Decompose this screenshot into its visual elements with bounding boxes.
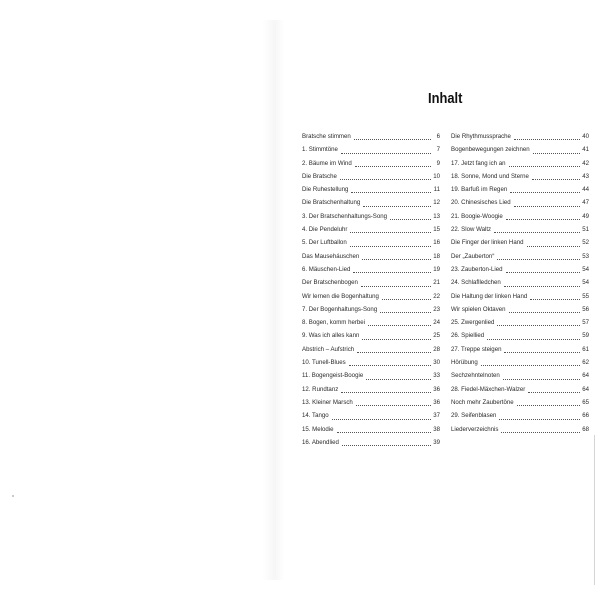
toc-leader-dots — [332, 419, 431, 420]
toc-entry — [451, 329, 589, 342]
toc-entry-page-number: 12 — [433, 199, 440, 207]
toc-leader-dots — [533, 153, 580, 154]
toc-entry-page-number: 16 — [433, 239, 440, 247]
toc-entry — [451, 303, 589, 316]
toc-entry-page-number: 37 — [433, 412, 440, 420]
toc-entry — [302, 236, 440, 249]
toc-entry-label: Der Bratschenbogen — [302, 279, 358, 287]
toc-leader-dots — [380, 312, 431, 313]
toc-entry-label: 28. Fiedel-Mäxchen-Walzer — [451, 385, 526, 393]
toc-entry — [451, 170, 589, 183]
toc-entry-page-number: 15 — [433, 226, 440, 234]
toc-entry-page-number: 55 — [582, 292, 589, 300]
toc-entry-page-number: 36 — [433, 385, 440, 393]
toc-entry-label: Das Mauseháuschen — [302, 252, 360, 260]
toc-entry-page-number: 18 — [433, 252, 440, 260]
toc-leader-dots — [356, 405, 431, 406]
toc-entry — [451, 276, 589, 289]
toc-entry — [451, 196, 589, 209]
toc-leader-dots — [481, 365, 580, 366]
toc-leader-dots — [357, 352, 431, 353]
toc-entry-label: 1. Stimmtöne — [302, 146, 338, 154]
toc-entry — [302, 170, 440, 183]
toc-leader-dots — [509, 312, 580, 313]
toc-entry — [451, 143, 589, 156]
toc-entry-page-number: 61 — [582, 345, 589, 353]
toc-entry-page-number: 40 — [582, 133, 589, 140]
toc-entry-page-number: 28 — [433, 345, 440, 353]
toc-entry — [302, 250, 440, 263]
toc-entry-label: Die Rhythmussprache — [451, 133, 511, 140]
scan-speck — [12, 495, 14, 497]
toc-leader-dots — [350, 232, 431, 233]
toc-leader-dots — [506, 272, 581, 273]
toc-entry-label: 8. Bogen, komm herbei — [302, 319, 366, 327]
toc-entry-page-number: 68 — [582, 425, 589, 433]
toc-entry-label: 7. Der Bogenhaltungs-Song — [302, 305, 378, 313]
toc-entry — [302, 383, 440, 396]
toc-entry — [302, 183, 440, 196]
toc-entry — [302, 276, 440, 289]
toc-entry — [302, 223, 440, 236]
toc-entry — [302, 436, 440, 449]
toc-leader-dots — [530, 299, 580, 300]
toc-entry — [302, 356, 440, 369]
toc-entry-page-number: 11 — [433, 186, 440, 194]
toc-entry-label: Liederverzeichnis — [451, 425, 499, 433]
toc-entry-page-number: 51 — [582, 226, 589, 234]
toc-entry-page-number: 21 — [433, 279, 440, 287]
toc-entry-label: 13. Kleiner Marsch — [302, 398, 353, 406]
toc-entry-label: 26. Spiellied — [451, 332, 485, 340]
toc-entry-page-number: 30 — [433, 359, 440, 367]
toc-entry — [451, 290, 589, 303]
toc-entry-page-number: 62 — [582, 359, 589, 367]
toc-entry-label: 17. Jetzt fang ich an — [451, 159, 506, 167]
toc-entry-page-number: 42 — [582, 159, 589, 167]
toc-entry-label: 12. Rundtanz — [302, 385, 339, 393]
toc-entry-page-number: 10 — [433, 172, 440, 180]
toc-leader-dots — [494, 232, 580, 233]
toc-leader-dots — [382, 299, 431, 300]
toc-leader-dots — [503, 379, 580, 380]
toc-leader-dots — [354, 139, 431, 140]
toc-entry-label: 18. Sonne, Mond und Sterne — [451, 172, 529, 180]
toc-entry — [302, 143, 440, 156]
toc-leader-dots — [510, 192, 580, 193]
toc-leader-dots — [499, 419, 580, 420]
toc-entry-label: Die Finger der linken Hand — [451, 239, 524, 247]
toc-entry-page-number: 6 — [436, 133, 440, 140]
toc-entry — [302, 423, 440, 436]
toc-entry-page-number: 39 — [433, 438, 440, 446]
toc-entry-label: Der „Zauberton“ — [451, 252, 495, 260]
toc-leader-dots — [366, 379, 431, 380]
toc-entry-page-number: 49 — [582, 212, 589, 220]
toc-leader-dots — [342, 445, 431, 446]
toc-leader-dots — [487, 339, 580, 340]
toc-leader-dots — [504, 286, 580, 287]
toc-leader-dots — [514, 206, 580, 207]
toc-leader-dots — [368, 325, 431, 326]
toc-entry — [451, 236, 589, 249]
toc-leader-dots — [341, 392, 431, 393]
toc-entry — [302, 369, 440, 382]
toc-leader-dots — [363, 206, 431, 207]
toc-leader-dots — [337, 432, 431, 433]
toc-entry — [302, 343, 440, 356]
toc-entry-page-number: 43 — [582, 172, 589, 180]
toc-entry — [302, 130, 440, 143]
toc-entry-label: 27. Treppe steigen — [451, 345, 502, 353]
toc-entry-label: 15. Melodie — [302, 425, 334, 433]
toc-entry-page-number: 54 — [582, 279, 589, 287]
toc-entry-page-number: 25 — [433, 332, 440, 340]
toc-entry-page-number: 9 — [436, 159, 440, 167]
toc-entry — [451, 263, 589, 276]
toc-entry-label: 24. Schlaflledchen — [451, 279, 501, 287]
toc-entry-label: Bratsche stimmen — [302, 133, 351, 140]
toc-leader-dots — [362, 259, 431, 260]
toc-leader-dots — [532, 179, 580, 180]
toc-entry-page-number: 44 — [582, 186, 589, 194]
toc-entry — [302, 329, 440, 342]
toc-entry-label: 6. Mäuschen-Lied — [302, 265, 351, 273]
toc-leader-dots — [514, 139, 580, 140]
toc-entry-label: 9. Was ich alles kann — [302, 332, 360, 340]
toc-entry-label: 23. Zauberton-Lied — [451, 265, 503, 273]
toc-entry-page-number: 24 — [433, 319, 440, 327]
toc-leader-dots — [351, 192, 431, 193]
toc-leader-dots — [341, 153, 431, 154]
toc-leader-dots — [504, 352, 580, 353]
toc-entry-page-number: 53 — [582, 252, 589, 260]
toc-entry-label: Hörübung — [451, 359, 478, 367]
toc-entry-label: 11. Bogengeist-Boogie — [302, 372, 364, 380]
toc-right-column — [451, 130, 589, 436]
toc-entry-page-number: 19 — [433, 265, 440, 273]
toc-entry-label: 10. Tunell-Blues — [302, 359, 346, 367]
toc-entry-label: Wir spielen Oktaven — [451, 305, 506, 313]
toc-entry — [302, 263, 440, 276]
toc-entry — [451, 210, 589, 223]
toc-leader-dots — [355, 166, 431, 167]
toc-leader-dots — [527, 246, 581, 247]
toc-entry-label: Die Bratschenhaltung — [302, 199, 361, 207]
toc-entry-page-number: 54 — [582, 265, 589, 273]
toc-leader-dots — [528, 392, 580, 393]
toc-entry — [451, 157, 589, 170]
toc-entry-page-number: 66 — [582, 412, 589, 420]
toc-entry — [451, 223, 589, 236]
toc-entry — [302, 290, 440, 303]
toc-entry — [451, 423, 589, 436]
toc-entry-label: Bogenbewegungen zeichnen — [451, 146, 530, 154]
toc-entry-page-number: 36 — [433, 398, 440, 406]
toc-entry-page-number: 65 — [582, 398, 589, 406]
toc-entry-page-number: 7 — [436, 146, 440, 154]
toc-entry-label: Noch mehr Zaubertöne — [451, 398, 514, 406]
toc-entry-page-number: 23 — [433, 305, 440, 313]
toc-entry-page-number: 56 — [582, 305, 589, 313]
toc-leader-dots — [350, 246, 431, 247]
toc-entry — [451, 383, 589, 396]
toc-entry-label: Die Ruhestellung — [302, 186, 349, 194]
toc-entry — [451, 369, 589, 382]
toc-entry — [302, 157, 440, 170]
toc-entry-label: 2. Bäume im Wind — [302, 159, 352, 167]
toc-leader-dots — [506, 219, 580, 220]
toc-entry — [302, 210, 440, 223]
toc-entry-label: 22. Slow Waltz — [451, 226, 492, 234]
toc-leader-dots — [361, 286, 431, 287]
toc-entry-page-number: 47 — [582, 199, 589, 207]
toc-leader-dots — [497, 325, 580, 326]
toc-entry — [451, 316, 589, 329]
toc-entry — [451, 183, 589, 196]
toc-entry-label: 3. Der Bratschenhaltungs-Song — [302, 212, 388, 220]
toc-entry — [451, 409, 589, 422]
toc-leader-dots — [353, 272, 431, 273]
toc-entry-label: 5. Der Luftballon — [302, 239, 347, 247]
toc-entry-page-number: 64 — [582, 372, 589, 380]
toc-entry — [451, 130, 589, 143]
toc-leader-dots — [497, 259, 580, 260]
toc-entry — [451, 250, 589, 263]
toc-entry — [302, 409, 440, 422]
toc-left-column — [302, 130, 440, 449]
toc-entry — [302, 196, 440, 209]
toc-entry-label: Abstrich – Aufstrich — [302, 345, 355, 353]
toc-entry-label: Die Haltung der linken Hand — [451, 292, 528, 300]
page-edge-line — [594, 435, 595, 585]
toc-entry-page-number: 41 — [582, 146, 589, 154]
toc-entry — [302, 396, 440, 409]
toc-entry-label: Wir lernen die Bogenhaltung — [302, 292, 379, 300]
toc-entry-label: 14. Tango — [302, 412, 329, 420]
toc-entry — [451, 356, 589, 369]
toc-entry-label: Die Bratsche — [302, 172, 337, 180]
toc-leader-dots — [517, 405, 580, 406]
toc-leader-dots — [362, 339, 431, 340]
toc-entry-page-number: 33 — [433, 372, 440, 380]
toc-entry-label: 21. Boogie-Woogie — [451, 212, 503, 220]
toc-entry-page-number: 59 — [582, 332, 589, 340]
toc-entry-page-number: 57 — [582, 319, 589, 327]
toc-entry-label: 20. Chinesisches Lied — [451, 199, 511, 207]
toc-leader-dots — [349, 365, 431, 366]
toc-entry-page-number: 13 — [433, 212, 440, 220]
toc-entry-label: 19. Barfuß im Regen — [451, 186, 508, 194]
toc-entry-label: Sechzehntelnoten — [451, 372, 500, 380]
toc-leader-dots — [501, 432, 580, 433]
toc-entry-label: 4. Die Pendeluhr — [302, 226, 348, 234]
toc-leader-dots — [509, 166, 580, 167]
toc-leader-dots — [340, 179, 431, 180]
toc-entry-page-number: 22 — [433, 292, 440, 300]
toc-entry-page-number: 52 — [582, 239, 589, 247]
toc-entry — [302, 303, 440, 316]
toc-entry — [302, 316, 440, 329]
page-title: Inhalt — [428, 90, 463, 107]
toc-entry-page-number: 64 — [582, 385, 589, 393]
page-fold-shadow — [262, 20, 284, 580]
toc-entry — [451, 343, 589, 356]
toc-entry-label: 29. Seifenblasen — [451, 412, 497, 420]
toc-entry-label: 25. Zwergenlied — [451, 319, 495, 327]
toc-entry-label: 16. Abendlied — [302, 438, 339, 446]
toc-entry — [451, 396, 589, 409]
toc-leader-dots — [390, 219, 431, 220]
toc-entry-page-number: 38 — [433, 425, 440, 433]
